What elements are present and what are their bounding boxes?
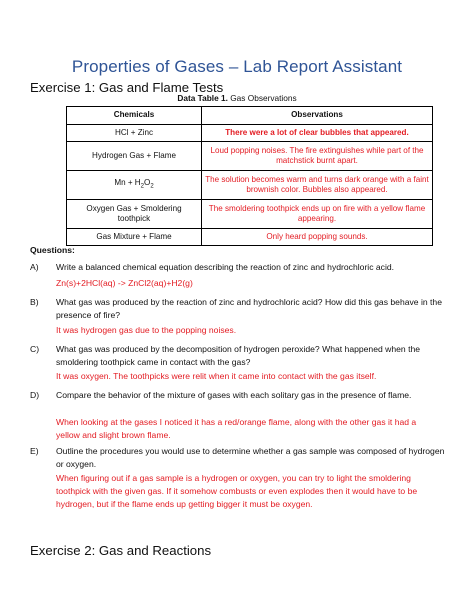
chemical-cell: Hydrogen Gas + Flame xyxy=(67,142,202,171)
chemical-cell: Oxygen Gas + Smoldering toothpick xyxy=(67,200,202,229)
table-row xyxy=(67,200,433,229)
table-row xyxy=(67,229,433,246)
question-text: Write a balanced chemical equation describing the reaction of zinc and hydrochloric acid. xyxy=(56,262,395,272)
chem-subscript: 2 xyxy=(150,183,154,190)
answer-c: It was oxygen. The toothpicks were relit when it came into contact with the gas itself. xyxy=(56,371,377,381)
question-text: Outline the procedures you would use to determine whether a gas sample was composed of hydrogen or oxygen. xyxy=(56,446,445,469)
observation-cell: The smoldering toothpick ends up on fire with a yellow flame appearing. xyxy=(202,200,433,229)
gas-observations-table xyxy=(66,106,433,246)
page-title: Properties of Gases – Lab Report Assistant xyxy=(71,57,403,76)
answer-e: When figuring out if a gas sample is a hydrogen or oxygen, you can try to light the smoldering toothpick with the given gas. If it somehow combusts or even explodes then it would have to be hydrogen, but if the flame ends up getting bigger it must be oxygen. xyxy=(56,473,418,509)
questions-label: Questions: xyxy=(30,245,75,255)
table-row xyxy=(67,171,433,200)
table-caption-text: Gas Observations xyxy=(227,93,297,103)
answer-a: Zn(s)+2HCl(aq) -> ZnCl2(aq)+H2(g) xyxy=(56,278,193,288)
question-text: Compare the behavior of the mixture of gases with each solitary gas in the presence of flame. xyxy=(56,390,412,400)
table-caption xyxy=(0,93,474,103)
chem-formula-mid: O xyxy=(144,177,151,187)
question-letter: B) xyxy=(30,297,39,307)
chemical-cell xyxy=(67,171,202,200)
question-letter: D) xyxy=(30,390,40,400)
header-observations: Observations xyxy=(202,107,433,125)
observation-cell: The solution becomes warm and turns dark orange with a faint brownish color. Bubbles also appeared. xyxy=(202,171,433,200)
chemical-cell: Gas Mixture + Flame xyxy=(67,229,202,246)
answer-d: When looking at the gases I noticed it has a red/orange flame, along with the other gas it had a yellow and slight brown flame. xyxy=(56,417,417,440)
table-row xyxy=(67,142,433,171)
question-letter: A) xyxy=(30,262,39,272)
exercise1-heading: Exercise 1: Gas and Flame Tests xyxy=(30,80,224,95)
table-caption-label: Data Table 1. xyxy=(177,93,228,103)
table-row xyxy=(67,125,433,142)
question-text: What gas was produced by the decomposition of hydrogen peroxide? What happened when the smoldering toothpick came in contact with the gas? xyxy=(56,344,421,367)
question-letter: E) xyxy=(30,446,39,456)
header-chemicals: Chemicals xyxy=(67,107,202,125)
observation-cell: Loud popping noises. The fire extinguishes while part of the matchstick burnt apart. xyxy=(202,142,433,171)
chem-formula-base: Mn + H xyxy=(114,177,141,187)
observation-cell: Only heard popping sounds. xyxy=(202,229,433,246)
chem-subscript: 2 xyxy=(140,183,145,190)
exercise2-heading: Exercise 2: Gas and Reactions xyxy=(30,543,212,558)
chemical-cell: HCl + Zinc xyxy=(67,125,202,142)
answer-b: It was hydrogen gas due to the popping noises. xyxy=(56,325,237,335)
question-text: What gas was produced by the reaction of zinc and hydrochloric acid? How did this gas behave in the presence of fire? xyxy=(56,297,442,320)
table-header-row xyxy=(67,107,433,125)
observation-cell: There were a lot of clear bubbles that appeared. xyxy=(202,125,433,142)
question-letter: C) xyxy=(30,344,40,354)
